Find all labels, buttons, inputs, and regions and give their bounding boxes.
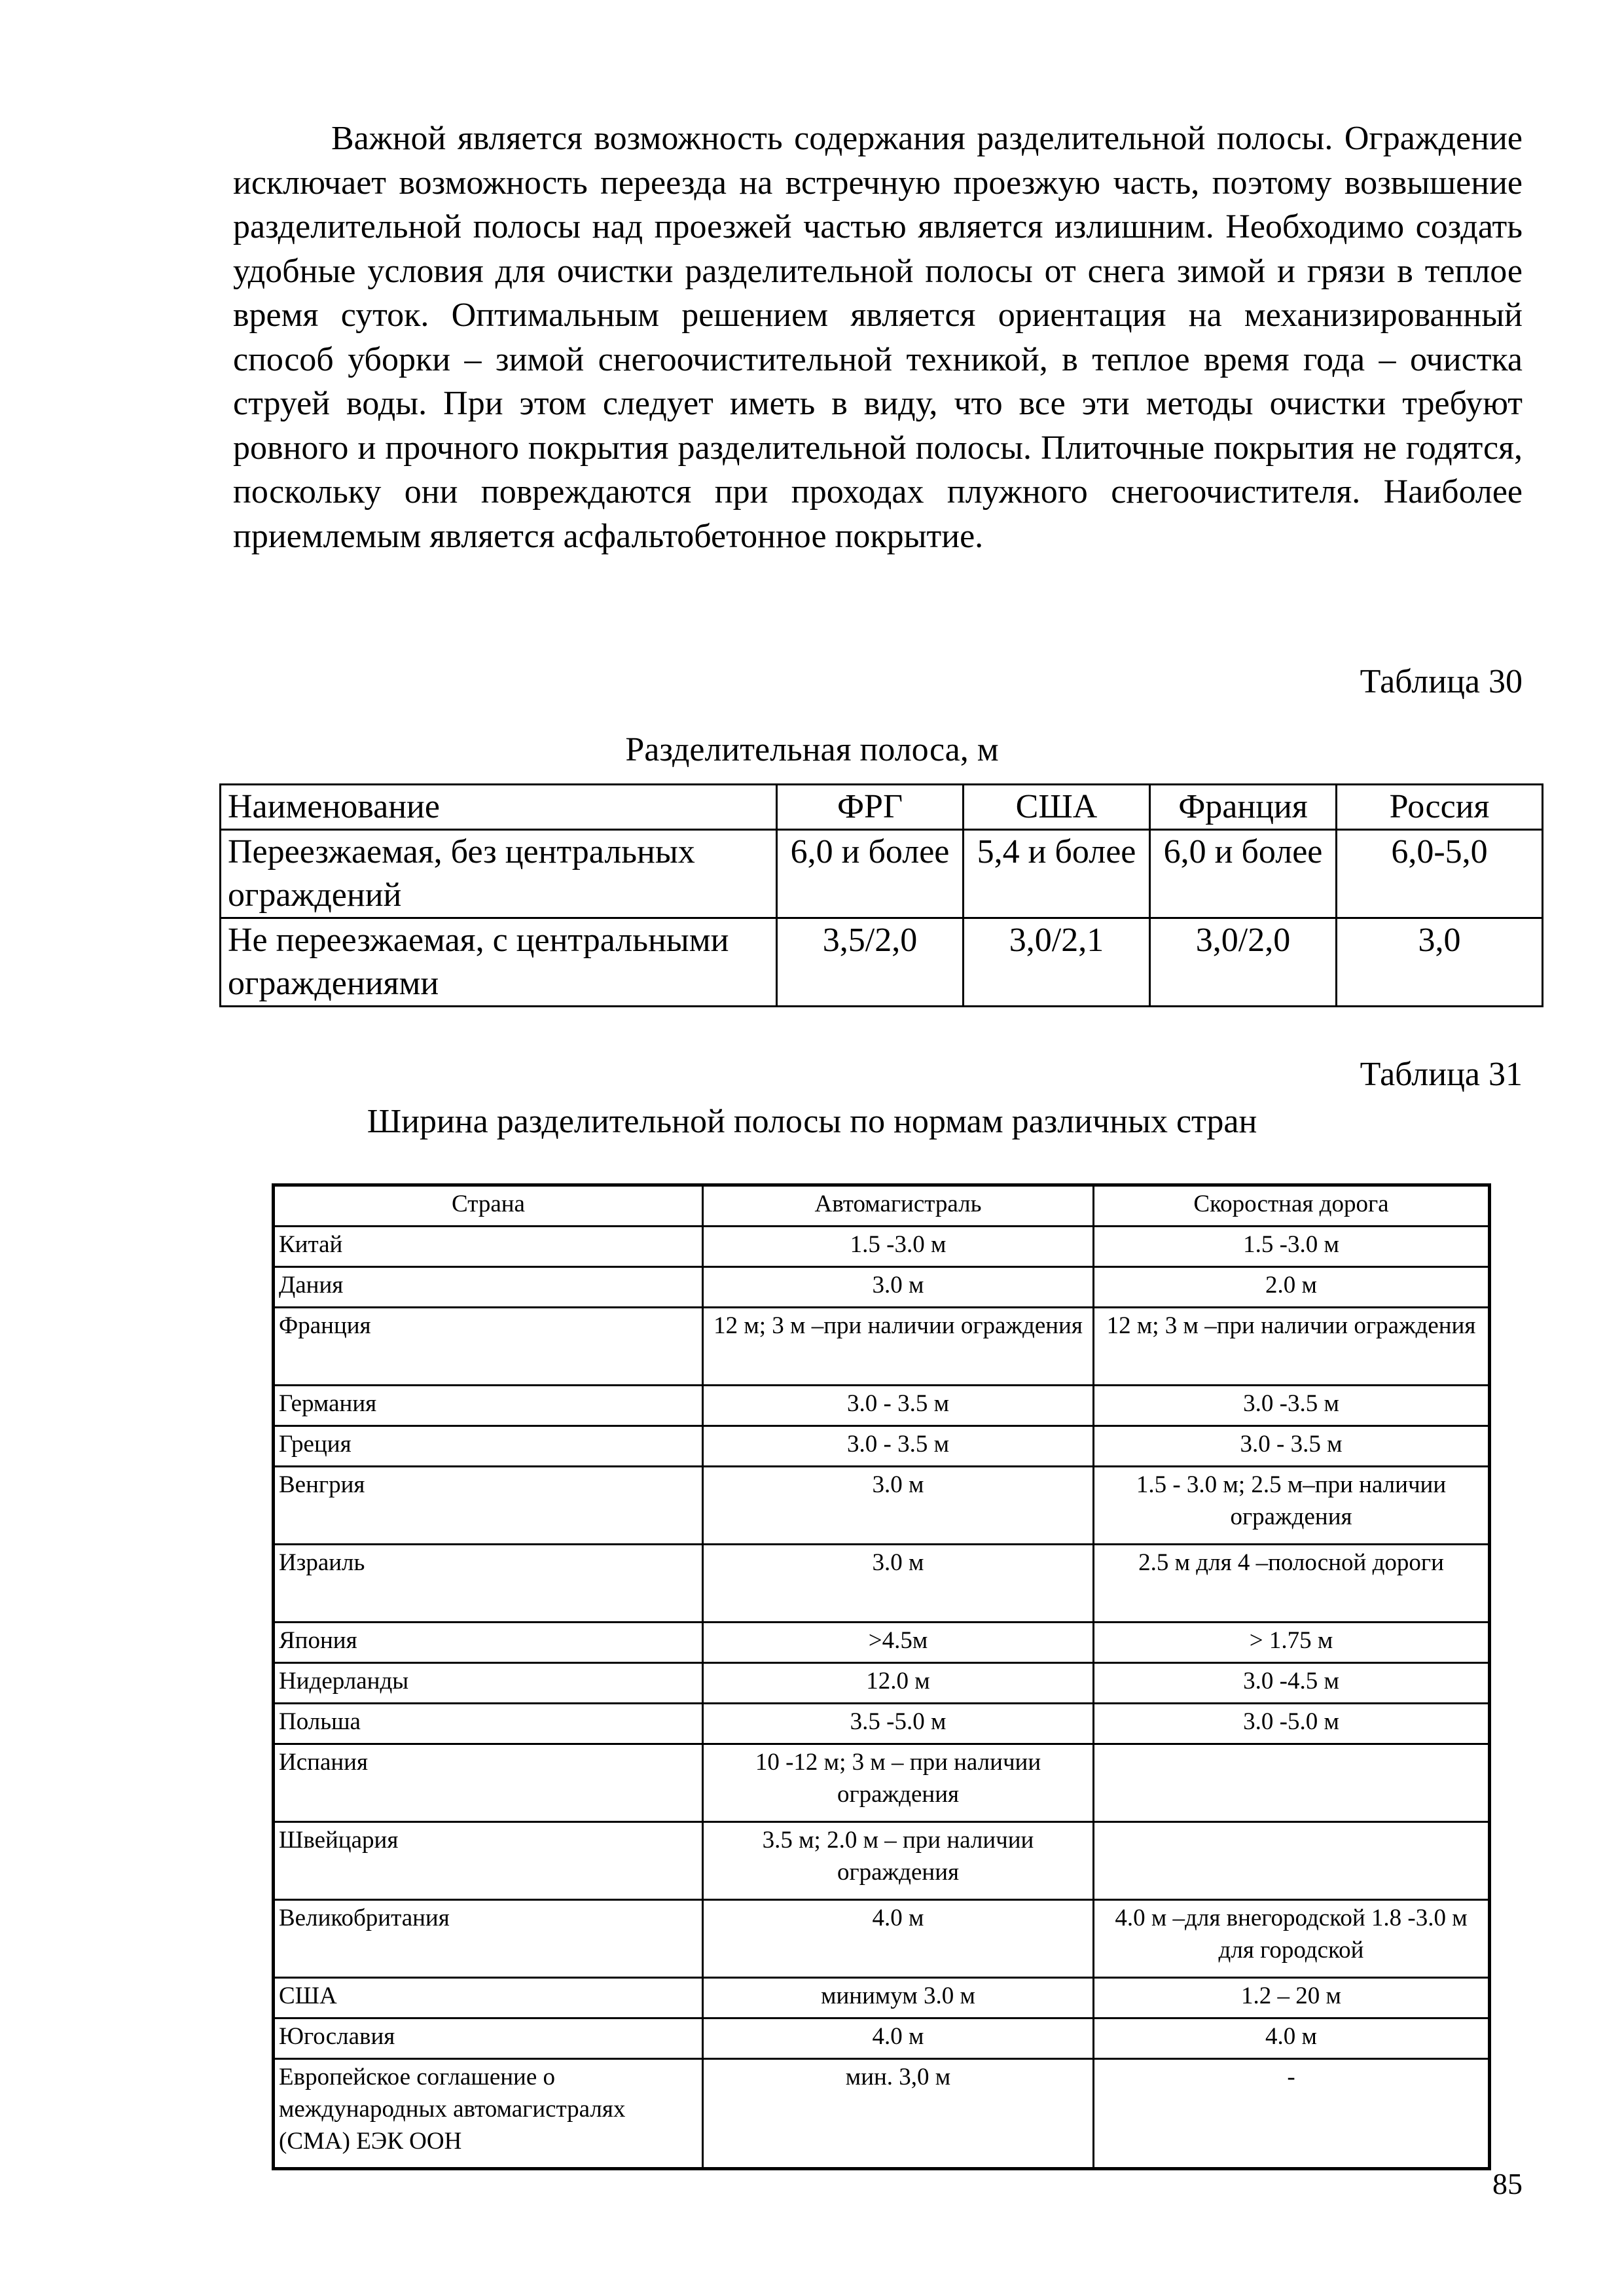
country-cell: Китай — [274, 1227, 703, 1267]
expressway-cell: 4.0 м –для внегородской 1.8 -3.0 м для городской — [1094, 1900, 1490, 1978]
motorway-cell: 4.0 м — [703, 2018, 1094, 2059]
motorway-cell: 1.5 -3.0 м — [703, 1227, 1094, 1267]
table-row — [274, 1663, 1490, 1704]
table-row — [274, 1308, 1490, 1386]
table30-cell: Не переезжаемая, с центральными ограждениями — [221, 918, 777, 1007]
country-cell: Израиль — [274, 1545, 703, 1623]
table-row — [221, 830, 1543, 918]
motorway-cell: 3.5 -5.0 м — [703, 1704, 1094, 1744]
country-cell: Греция — [274, 1426, 703, 1467]
expressway-cell: 1.5 - 3.0 м; 2.5 м–при наличии ограждения — [1094, 1467, 1490, 1545]
table30-header-cell: Россия — [1337, 785, 1543, 830]
table30-header-cell: ФРГ — [777, 785, 964, 830]
table30 — [219, 783, 1543, 1007]
table-row — [274, 1386, 1490, 1426]
table30-cell: 6,0 и более — [777, 830, 964, 918]
table30-header-cell: США — [964, 785, 1150, 830]
country-cell: Испания — [274, 1744, 703, 1822]
expressway-cell: - — [1094, 2059, 1490, 2169]
country-cell: Франция — [274, 1308, 703, 1386]
expressway-cell: 1.5 -3.0 м — [1094, 1227, 1490, 1267]
country-cell: Германия — [274, 1386, 703, 1426]
table30-cell: 3,5/2,0 — [777, 918, 964, 1007]
table30-cell: 6,0-5,0 — [1337, 830, 1543, 918]
expressway-cell: 2.5 м для 4 –полосной дороги — [1094, 1545, 1490, 1623]
motorway-cell: >4.5м — [703, 1623, 1094, 1663]
expressway-cell: 2.0 м — [1094, 1267, 1490, 1308]
table-row — [274, 2018, 1490, 2059]
table-row — [274, 1467, 1490, 1545]
motorway-cell: 12.0 м — [703, 1663, 1094, 1704]
country-cell: Польша — [274, 1704, 703, 1744]
table-row — [274, 1623, 1490, 1663]
table30-cell: 3,0/2,0 — [1150, 918, 1337, 1007]
country-cell: Япония — [274, 1623, 703, 1663]
expressway-cell: > 1.75 м — [1094, 1623, 1490, 1663]
table30-cell: 5,4 и более — [964, 830, 1150, 918]
table31-header-cell: Страна — [274, 1185, 703, 1227]
motorway-cell: 10 -12 м; 3 м – при наличии ограждения — [703, 1744, 1094, 1822]
table30-cell: 6,0 и более — [1150, 830, 1337, 918]
expressway-cell: 1.2 – 20 м — [1094, 1978, 1490, 2018]
country-cell: США — [274, 1978, 703, 2018]
table31-title: Ширина разделительной полосы по нормам различных стран — [367, 1103, 1257, 1140]
expressway-cell: 3.0 - 3.5 м — [1094, 1426, 1490, 1467]
motorway-cell: 3.0 м — [703, 1545, 1094, 1623]
table31-header-cell: Скоростная дорога — [1094, 1185, 1490, 1227]
expressway-cell: 3.0 -3.5 м — [1094, 1386, 1490, 1426]
expressway-cell: 3.0 -5.0 м — [1094, 1704, 1490, 1744]
table31-header-row — [274, 1185, 1490, 1227]
country-cell: Европейское соглашение о международных автомагистралях (СМА) ЕЭК ООН — [274, 2059, 703, 2169]
table-row — [274, 1978, 1490, 2018]
table30-cell: 3,0 — [1337, 918, 1543, 1007]
motorway-cell: минимум 3.0 м — [703, 1978, 1094, 2018]
table31 — [272, 1183, 1491, 2170]
country-cell: Великобритания — [274, 1900, 703, 1978]
motorway-cell: 12 м; 3 м –при наличии ограждения — [703, 1308, 1094, 1386]
table-row — [274, 1227, 1490, 1267]
motorway-cell: 3.0 м — [703, 1467, 1094, 1545]
table-row — [274, 1704, 1490, 1744]
expressway-cell — [1094, 1822, 1490, 1900]
page-number: 85 — [1492, 2167, 1523, 2200]
table-row — [274, 1545, 1490, 1623]
table30-cell: Переезжаемая, без центральных ограждений — [221, 830, 777, 918]
table-row — [221, 918, 1543, 1007]
expressway-cell: 12 м; 3 м –при наличии ограждения — [1094, 1308, 1490, 1386]
table30-header-row — [221, 785, 1543, 830]
country-cell: Дания — [274, 1267, 703, 1308]
motorway-cell: 3.5 м; 2.0 м – при наличии ограждения — [703, 1822, 1094, 1900]
table-row — [274, 1822, 1490, 1900]
expressway-cell — [1094, 1744, 1490, 1822]
table30-title: Разделительная полоса, м — [625, 731, 999, 768]
body-paragraph: Важной является возможность содержания разделительной полосы. Ограждение исключает возможность переезда на встречную проезжую часть, поэтому возвышение разделительной полосы над проезжей частью является излишним. Необходимо создать удобные условия для очистки разделительной полосы от снега зимой и грязи в теплое время суток. Оптимальным решением является ориентация на механизированный способ уборки – зимой снегоочистительной техникой, в теплое время года – очистка струей воды. При этом следует иметь в виду, что все эти методы очистки требуют ровного и прочного покрытия разделительной полосы. Плиточные покрытия не годятся, поскольку они повреждаются при проходах плужного снегоочистителя. Наиболее приемлемым является асфальтобетонное покрытие. — [233, 120, 1523, 555]
table30-header-cell: Наименование — [221, 785, 777, 830]
country-cell: Венгрия — [274, 1467, 703, 1545]
motorway-cell: 3.0 м — [703, 1267, 1094, 1308]
country-cell: Швейцария — [274, 1822, 703, 1900]
table-row — [274, 2059, 1490, 2169]
table30-caption: Таблица 30 — [1360, 663, 1523, 700]
table31-header-cell: Автомагистраль — [703, 1185, 1094, 1227]
table-row — [274, 1426, 1490, 1467]
motorway-cell: 3.0 - 3.5 м — [703, 1426, 1094, 1467]
table30-cell: 3,0/2,1 — [964, 918, 1150, 1007]
table30-header-cell: Франция — [1150, 785, 1337, 830]
table-row — [274, 1267, 1490, 1308]
country-cell: Нидерланды — [274, 1663, 703, 1704]
motorway-cell: мин. 3,0 м — [703, 2059, 1094, 2169]
expressway-cell: 4.0 м — [1094, 2018, 1490, 2059]
table-row — [274, 1744, 1490, 1822]
motorway-cell: 4.0 м — [703, 1900, 1094, 1978]
expressway-cell: 3.0 -4.5 м — [1094, 1663, 1490, 1704]
table-row — [274, 1900, 1490, 1978]
table31-caption: Таблица 31 — [1360, 1056, 1523, 1093]
motorway-cell: 3.0 - 3.5 м — [703, 1386, 1094, 1426]
country-cell: Югославия — [274, 2018, 703, 2059]
